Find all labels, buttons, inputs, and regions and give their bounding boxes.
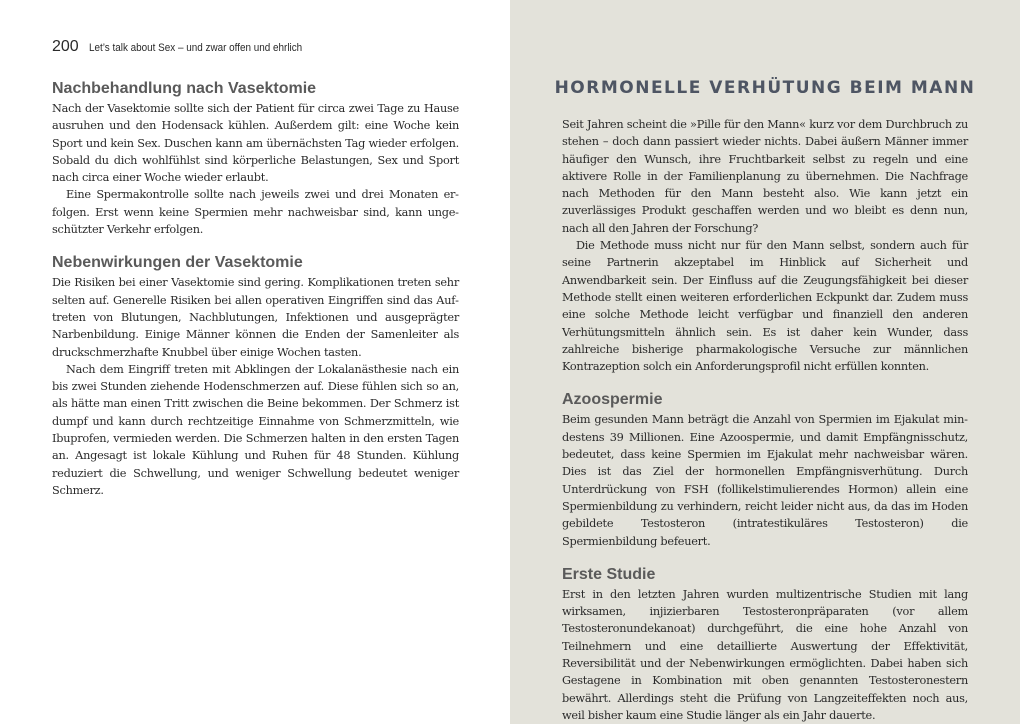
section-heading-erste-studie: Erste Studie	[562, 565, 656, 583]
paragraph: Eine Spermakontrolle sollte nach jeweils zwei und drei Monaten erfolgen. Erst wenn keine Spermien mehr nachweisbar sind, kann ungeschützter Verkehr erfolgen.	[52, 188, 459, 237]
section-heading-azoospermie: Azoospermie	[562, 391, 663, 409]
left-text-column	[52, 78, 459, 499]
running-head	[52, 38, 326, 56]
chapter-title: HORMONELLE VERHÜTUNG BEIM MANN	[554, 78, 976, 98]
page-number: 200	[52, 38, 79, 55]
paragraph: Beim gesunden Mann beträgt die Anzahl von Spermien im Ejakulat mindestens 39 Millionen. Eine Azoospermie, und damit Empfängnisschutz, bedeutet, dass keine Spermien im Ejakulat mehr nachweisbar wären. Dies ist das Ziel der hormonellen Empfängnisverhütung. Durch Unterdrückung von FSH (follikelstimulierendes Hormon) allein eine Spermienbildung zu verhindern, reicht leider nicht aus, da das im Hoden gebildete Testosteron (intratestikuläres Testosteron) die Spermienbildung befeuert.	[562, 413, 968, 548]
paragraph: Erst in den letzten Jahren wurden multizentrische Studien mit lang wirksamen, injizierbaren Testosteronpräparaten (vor allem Testosteronundekanoat) durchgeführt, die eine hohe Anzahl von Teilnehmern und eine detaillierte Auswertung der Effektivität, Reversibilität und der Nebenwirkungen ermöglichten. Dabei haben sich Gestagene in Kombination mit oben genannten Testosteronestern bewährt. Allerdings steht die Prüfung von Langzeiteffekten noch aus, weil bisher kaum eine Studie länger als ein Jahr dauerte.	[562, 587, 968, 722]
right-text-column	[562, 116, 968, 724]
paragraph: Seit Jahren scheint die »Pille für den Mann« kurz vor dem Durchbruch zu stehen – doch dann passiert wieder nichts. Dabei äußern Männer immer häufiger den Wunsch, ihre Fruchtbarkeit selbst zu regeln und eine aktivere Rolle in der Familienplanung zu übernehmen. Die Nachfrage nach Methoden für den Mann besteht also. Wie kann jetzt ein zuverlässiges Produkt geschaffen werden und wo bleibt es denn nun, nach all den Jahren der Forschung?	[562, 118, 968, 235]
paragraph: Die Methode muss nicht nur für den Mann selbst, sondern auch für seine Partnerin akzeptabel im Hinblick auf Sicherheit und Anwendbarkeit sein. Der Einfluss auf die Zeugungsfähigkeit bei dieser Methode stellt einen weiteren erforderlichen Eckpunkt dar. Zudem muss eine solche Methode leicht verfügbar und finanziell den anderen Verhütungsmitteln ähnlich sein. Es ist daher kein Wunder, dass zahlreiche bisherige pharmakologische Versuche zur männlichen Kontrazeption solch ein Anforderungsprofil nicht erfüllen konnten.	[562, 239, 968, 374]
paragraph: Nach dem Eingriff treten mit Abklingen der Lokalanästhesie nach ein bis zwei Stunden ziehende Hodenschmerzen auf. Diese fühlen sich so an, als hätte man einen Tritt zwischen die Beine bekommen. Der Schmerz ist dumpf und kann durch rechtzeitige Einnahme von Schmerzmitteln, wie Ibuprofen, vermieden werden. Die Schmerzen halten in den ersten Tagen an. Angesagt ist lokale Kühlung und Ruhen für 48 Stunden. Kühlung reduziert die Schwellung, und weniger Schwellung bedeutet weniger Schmerz.	[52, 362, 459, 497]
section-heading-nachbehandlung: Nachbehandlung nach Vasektomie	[52, 80, 317, 97]
running-title: Let’s talk about Sex – und zwar offen und ehrlich	[88, 42, 302, 54]
paragraph: Nach der Vasektomie sollte sich der Patient für circa zwei Tage zu Hause ausruhen und den Hodensack kühlen. Außerdem gilt: eine Woche kein Sport und kein Sex. Duschen kann am übernächsten Tag wieder erfolgen. Sobald du dich wohlfühlst sind körperliche Belastungen, Sex und Sport nach circa einer Woche wieder erlaubt.	[52, 102, 459, 185]
paragraph: Die Risiken bei einer Vasektomie sind gering. Komplikationen treten sehr selten auf. Generelle Risiken bei allen operativen Eingriffen sind das Auftreten von Blutungen, Nachblutungen, Infektionen und ausgeprägter Narbenbildung. Einige Männer können die Enden der Samenleiter als druckschmerzhafte Knubbel über einige Wochen tasten.	[52, 276, 459, 359]
section-heading-nebenwirkungen: Nebenwirkungen der Vasektomie	[52, 254, 303, 272]
